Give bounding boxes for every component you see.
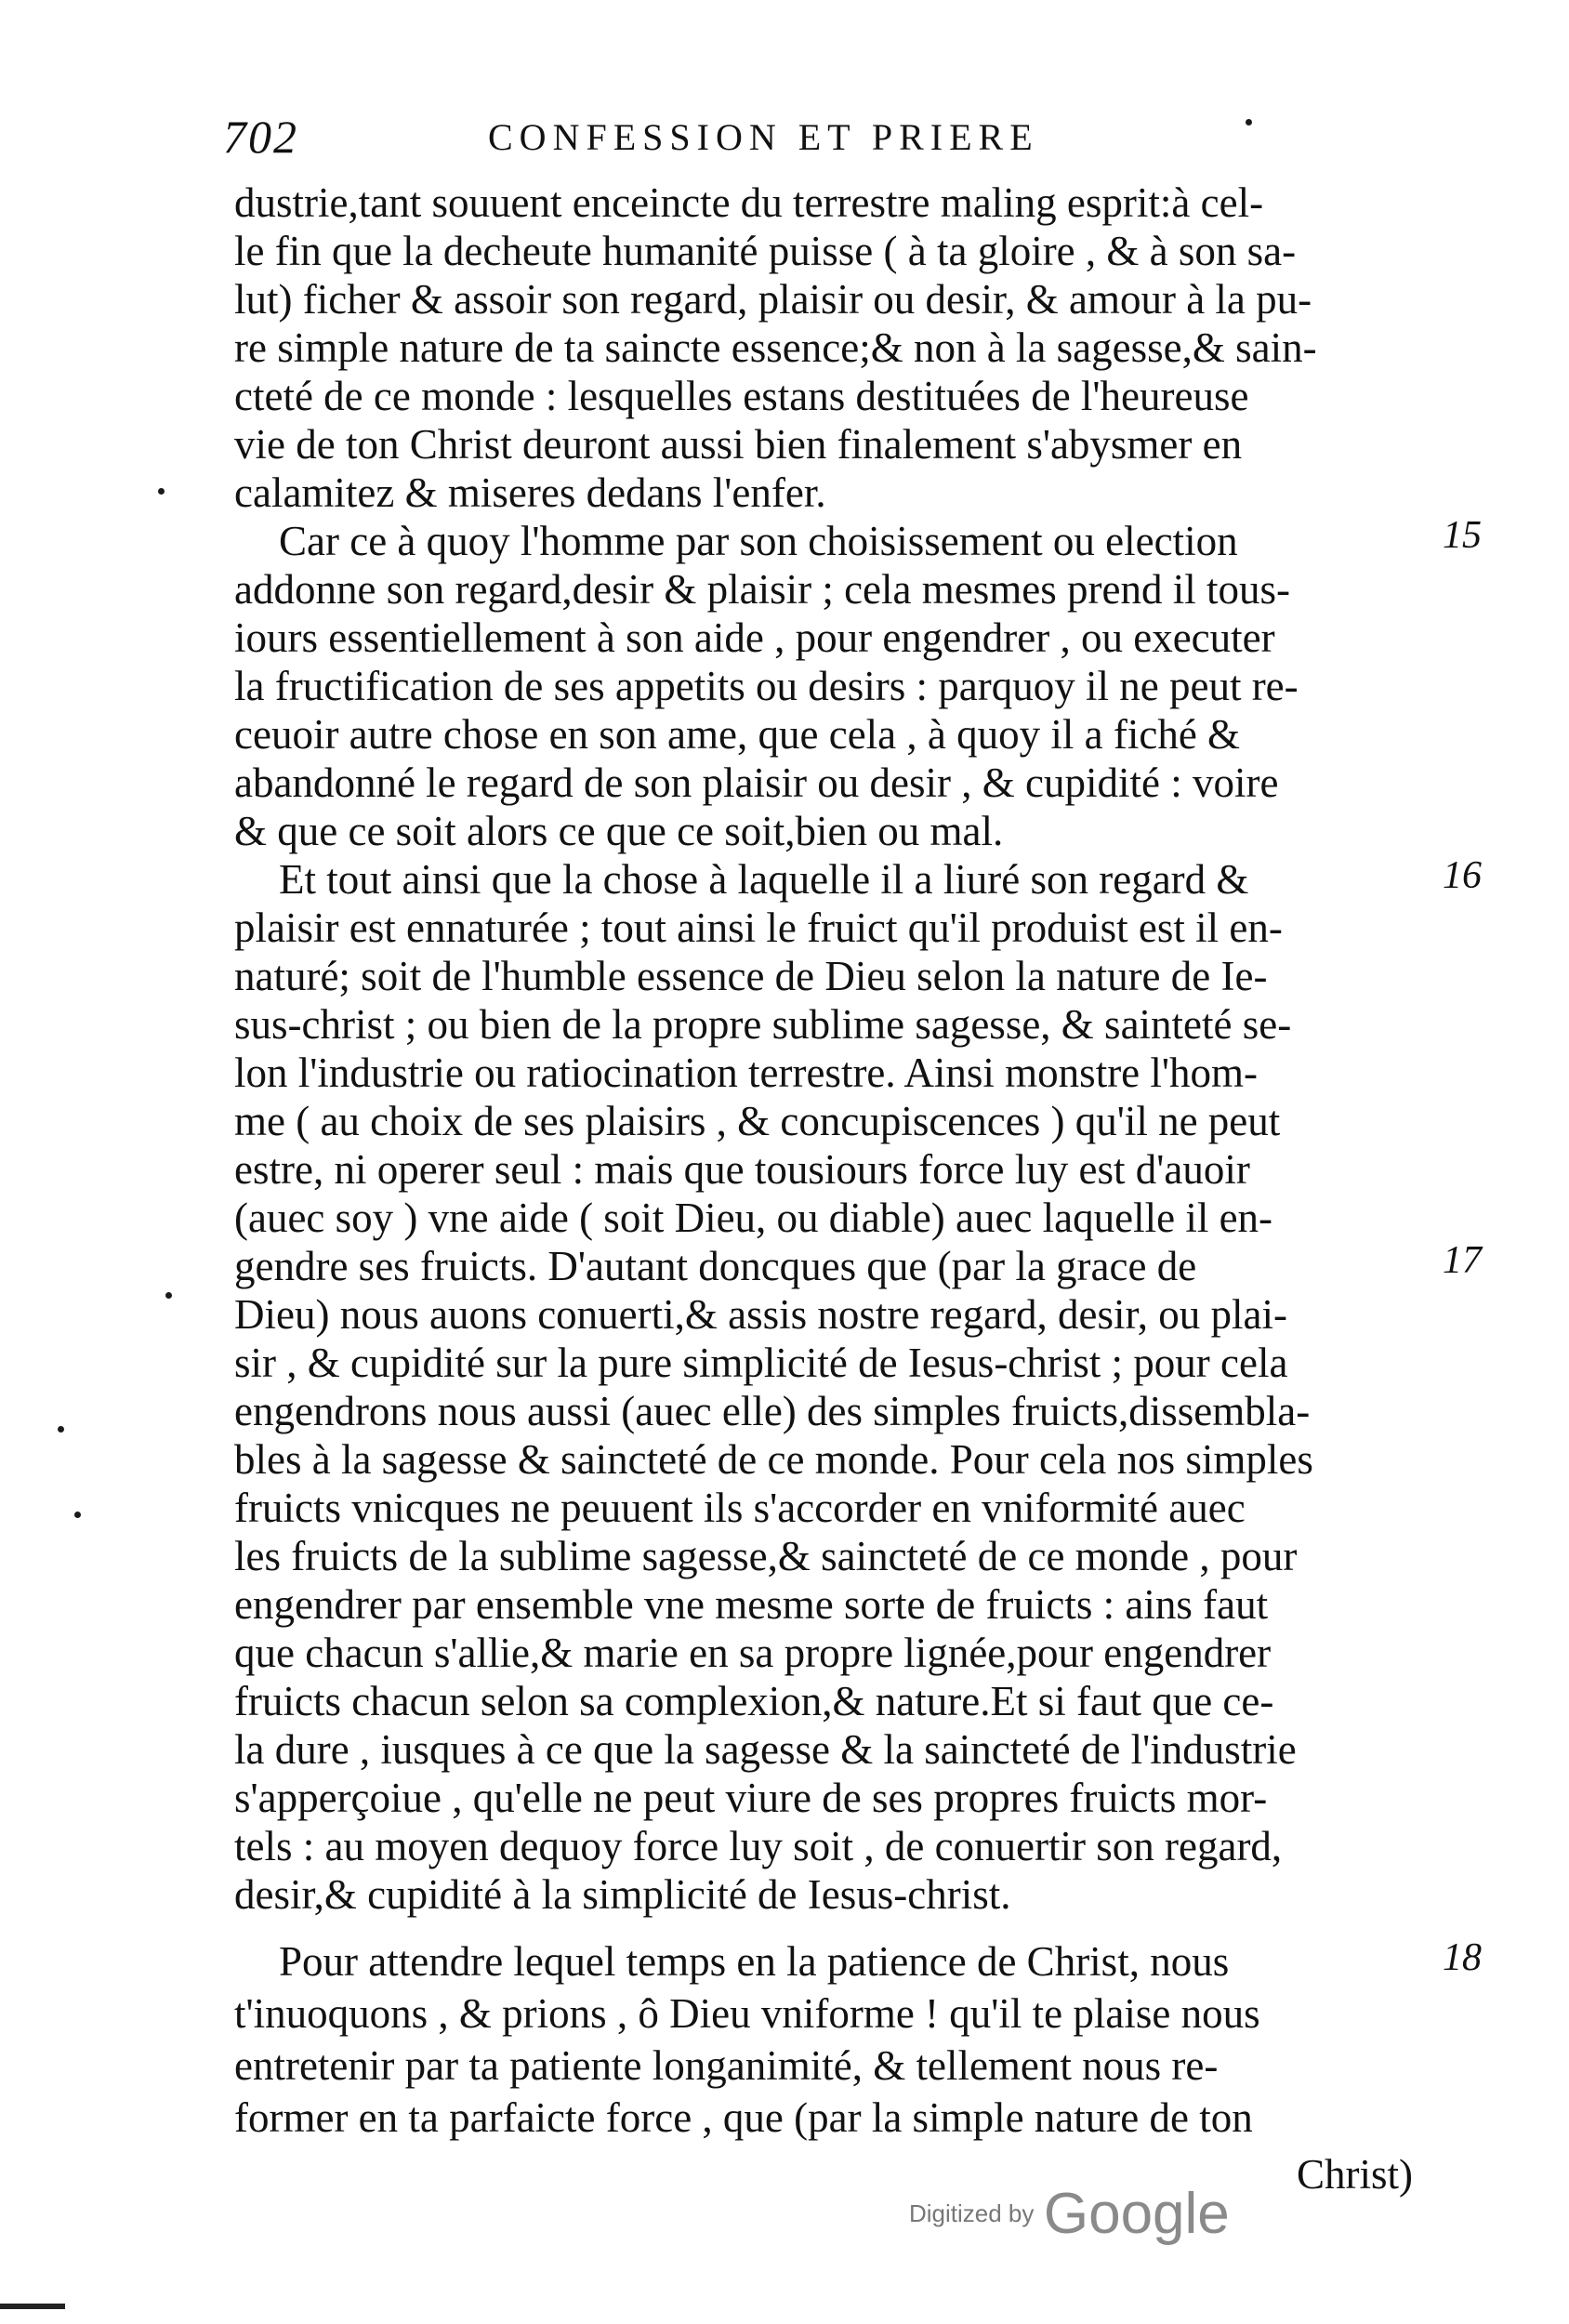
margin-verse-number: 16 bbox=[1443, 854, 1482, 897]
text-line: plaisir est ennaturée ; tout ainsi le fruict qu'il produist est il en- bbox=[234, 905, 1283, 951]
text-line: ceuoir autre chose en son ame, que cela , à quoy il a fiché & bbox=[234, 711, 1241, 758]
text-line: t'inuoquons , & prions , ô Dieu vniforme ! qu'il te plaise nous bbox=[234, 1990, 1260, 2037]
text-line: abandonné le regard de son plaisir ou desir , & cupidité : voire bbox=[234, 759, 1279, 806]
text-line: le fin que la decheute humanité puisse ( à ta gloire , & à son sa- bbox=[234, 228, 1297, 274]
text-line: engendrons nous aussi (auec elle) des simples fruicts,dissembla- bbox=[234, 1388, 1311, 1434]
text-line: addonne son regard,desir & plaisir ; cela mesmes prend il tous- bbox=[234, 566, 1290, 613]
margin-verse-number: 18 bbox=[1443, 1936, 1482, 1979]
page-header bbox=[223, 110, 1431, 165]
text-line: tels : au moyen dequoy force luy soit , de conuertir son regard, bbox=[234, 1823, 1283, 1869]
catchword: Christ) bbox=[1297, 2151, 1414, 2198]
text-line: & que ce soit alors ce que ce soit,bien ou mal. bbox=[234, 808, 1004, 854]
text-line: estre, ni operer seul : mais que tousiours force luy est d'auoir bbox=[234, 1146, 1250, 1193]
text-line: la fructification de ses appetits ou desirs : parquoy il ne peut re- bbox=[234, 663, 1299, 709]
text-line: (auec soy ) vne aide ( soit Dieu, ou diable) auec laquelle il en- bbox=[234, 1195, 1273, 1241]
running-title: CONFESSION ET PRIERE bbox=[488, 116, 1039, 158]
text-line: former en ta parfaicte force , que (par la simple nature de ton bbox=[234, 2094, 1253, 2141]
text-line: lut) ficher & assoir son regard, plaisir ou desir, & amour à la pu- bbox=[234, 276, 1312, 323]
digitized-prefix: Digitized by bbox=[909, 2199, 1035, 2227]
text-line: lon l'industrie ou ratiocination terrestre. Ainsi monstre l'hom- bbox=[234, 1050, 1259, 1096]
text-line: fruicts vnicques ne peuuent ils s'accorder en vniformité auec bbox=[234, 1485, 1246, 1531]
text-line: les fruicts de la sublime sagesse,& saincteté de ce monde , pour bbox=[234, 1533, 1298, 1579]
page-number: 702 bbox=[223, 111, 298, 163]
text-line: cteté de ce monde : lesquelles estans destituées de l'heureuse bbox=[234, 373, 1249, 419]
text-line: re simple nature de ta saincte essence;& non à la sagesse,& sain- bbox=[234, 324, 1317, 371]
text-line: la dure , iusques à ce que la sagesse & la saincteté de l'industrie bbox=[234, 1726, 1297, 1773]
text-line: Car ce à quoy l'homme par son choisissement ou election bbox=[279, 518, 1238, 564]
text-line: Pour attendre lequel temps en la patience de Christ, nous bbox=[279, 1938, 1230, 1985]
digitizer-logo: Google bbox=[1043, 2182, 1230, 2246]
ink-speck bbox=[74, 1512, 81, 1518]
text-line: desir,& cupidité à la simplicité de Iesus-christ. bbox=[234, 1871, 1011, 1918]
text-line: sir , & cupidité sur la pure simplicité de Iesus-christ ; pour cela bbox=[234, 1340, 1288, 1386]
ink-speck bbox=[165, 1292, 172, 1299]
text-line: me ( au choix de ses plaisirs , & concupiscences ) qu'il ne peut bbox=[234, 1098, 1281, 1144]
ink-speck bbox=[58, 1426, 64, 1433]
page-edge-mark bbox=[0, 2304, 65, 2309]
ink-speck bbox=[158, 488, 165, 495]
digitized-watermark bbox=[909, 2181, 1230, 2247]
text-line: entretenir par ta patiente longanimité, & tellement nous re- bbox=[234, 2042, 1219, 2089]
text-line: bles à la sagesse & saincteté de ce monde. Pour cela nos simples bbox=[234, 1436, 1313, 1483]
text-line: Dieu) nous auons conuerti,& assis nostre regard, desir, ou plai- bbox=[234, 1291, 1287, 1338]
text-line: calamitez & miseres dedans l'enfer. bbox=[234, 469, 826, 516]
text-line: vie de ton Christ deuront aussi bien finalement s'abysmer en bbox=[234, 421, 1243, 468]
text-line: que chacun s'allie,& marie en sa propre lignée,pour engendrer bbox=[234, 1630, 1272, 1676]
text-line: engendrer par ensemble vne mesme sorte de fruicts : ains faut bbox=[234, 1581, 1269, 1628]
text-line: iours essentiellement à son aide , pour engendrer , ou executer bbox=[234, 614, 1275, 661]
text-line: gendre ses fruicts. D'autant doncques que (par la grace de bbox=[234, 1243, 1197, 1289]
text-line: Et tout ainsi que la chose à laquelle il a liuré son regard & bbox=[279, 856, 1249, 903]
ink-speck bbox=[1246, 119, 1252, 125]
text-line: s'apperçoiue , qu'elle ne peut viure de ses propres fruicts mor- bbox=[234, 1775, 1268, 1821]
text-line: fruicts chacun selon sa complexion,& nature.Et si faut que ce- bbox=[234, 1678, 1274, 1724]
text-line: sus-christ ; ou bien de la propre sublime sagesse, & sainteté se- bbox=[234, 1001, 1292, 1048]
margin-verse-number: 15 bbox=[1443, 514, 1482, 557]
margin-verse-number: 17 bbox=[1443, 1239, 1482, 1282]
text-line: naturé; soit de l'humble essence de Dieu selon la nature de Ie- bbox=[234, 953, 1268, 999]
text-line: dustrie,tant souuent enceincte du terrestre maling esprit:à cel- bbox=[234, 179, 1264, 226]
